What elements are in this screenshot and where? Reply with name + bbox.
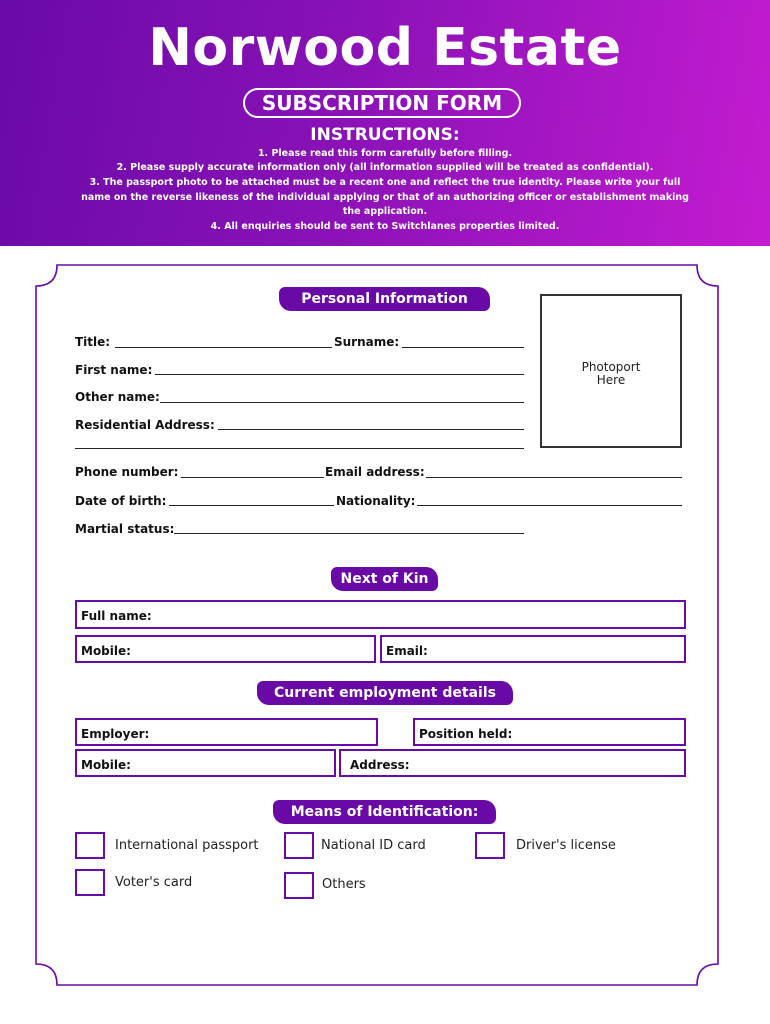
employer-field[interactable]: [75, 718, 378, 746]
international-passport-checkbox[interactable]: [75, 832, 105, 859]
section-next-of-kin: Next of Kin: [331, 567, 438, 591]
phone-number-field[interactable]: [181, 477, 324, 478]
first-name-label: First name:: [75, 363, 153, 377]
residential-address-field-2[interactable]: [75, 448, 524, 449]
nationality-label: Nationality:: [336, 494, 416, 508]
international-passport-label: International passport: [115, 838, 259, 853]
drivers-license-label: Driver's license: [516, 838, 616, 853]
position-held-field[interactable]: [413, 718, 686, 746]
employment-mobile-label: Mobile:: [81, 758, 131, 772]
date-of-birth-field[interactable]: [169, 505, 334, 506]
title-field[interactable]: [115, 347, 332, 348]
instruction-4: 4. All enquiries should be sent to Switchlanes properties limited.: [210, 221, 560, 232]
marital-status-label: Martial status:: [75, 522, 175, 536]
instruction-3: 3. The passport photo to be attached must be a recent one and reflect the true identity. Please write your full name on the reverse likeness of the individual applying or that of an authorizing officer or establishment making the application.: [81, 177, 689, 217]
employment-address-field[interactable]: [339, 749, 686, 777]
email-address-label: Email address:: [325, 465, 425, 479]
surname-label: Surname:: [334, 335, 400, 349]
other-name-label: Other name:: [75, 390, 160, 404]
email-address-field[interactable]: [426, 477, 682, 478]
instructions-heading: INSTRUCTIONS:: [310, 125, 460, 145]
voters-card-checkbox[interactable]: [75, 869, 105, 896]
section-current-employment: Current employment details: [257, 681, 513, 705]
employment-mobile-field[interactable]: [75, 749, 336, 777]
instruction-1: 1. Please read this form carefully before filling.: [257, 148, 513, 159]
marital-status-field[interactable]: [174, 533, 524, 534]
position-held-label: Position held:: [419, 727, 513, 741]
date-of-birth-label: Date of birth:: [75, 494, 167, 508]
residential-address-label: Residential Address:: [75, 418, 215, 432]
kin-full-name-field[interactable]: [75, 600, 686, 629]
section-means-of-identification: Means of Identification:: [273, 800, 496, 824]
others-label: Others: [322, 877, 366, 892]
section-personal-information: Personal Information: [279, 287, 490, 311]
national-id-label: National ID card: [321, 838, 426, 853]
photo-placeholder-text: Photoport Here: [581, 360, 641, 387]
page-title: Norwood Estate: [148, 18, 622, 78]
kin-email-label: Email:: [386, 644, 428, 658]
title-label: Title:: [75, 335, 111, 349]
phone-number-label: Phone number:: [75, 465, 179, 479]
kin-mobile-label: Mobile:: [81, 644, 131, 658]
drivers-license-checkbox[interactable]: [475, 832, 505, 859]
kin-mobile-field[interactable]: [75, 635, 376, 663]
employment-address-label: Address:: [350, 758, 410, 772]
header-banner: [0, 0, 770, 246]
other-name-field[interactable]: [160, 402, 524, 403]
employer-label: Employer:: [81, 727, 150, 741]
nationality-field[interactable]: [417, 505, 682, 506]
national-id-checkbox[interactable]: [284, 832, 314, 859]
surname-field[interactable]: [402, 347, 524, 348]
form-subtitle: SUBSCRIPTION FORM: [243, 88, 521, 118]
first-name-field[interactable]: [155, 374, 524, 375]
kin-email-field[interactable]: [380, 635, 686, 663]
others-checkbox[interactable]: [284, 872, 314, 899]
voters-card-label: Voter's card: [115, 875, 193, 890]
residential-address-field[interactable]: [218, 429, 524, 430]
instruction-2: 2. Please supply accurate information only (all information supplied will be treated as confidential).: [116, 162, 654, 173]
kin-full-name-label: Full name:: [81, 609, 152, 623]
